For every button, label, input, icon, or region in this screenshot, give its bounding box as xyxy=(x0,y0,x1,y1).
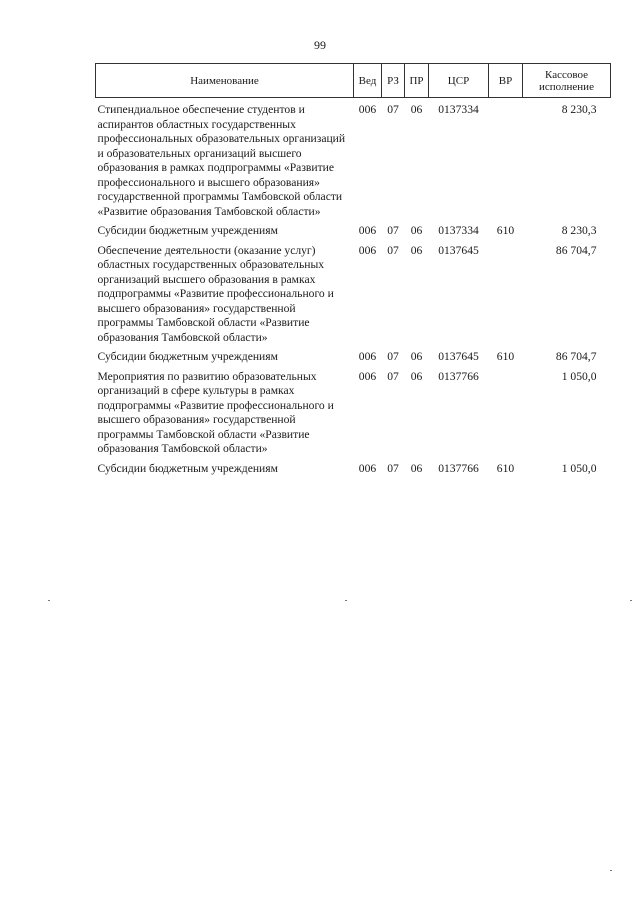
row-rz: 07 xyxy=(387,103,399,116)
row-ved: 006 xyxy=(358,461,377,475)
row-vr: 610 xyxy=(496,350,515,363)
row-amount: 8 230,3 xyxy=(561,103,597,116)
header-ved: Вед xyxy=(354,64,382,98)
row-amount: 1 050,0 xyxy=(561,369,597,383)
row-vr xyxy=(489,239,523,346)
table-row xyxy=(96,219,611,239)
row-name: Обеспечение деятельности (оказание услуг) областных государственных образовательных организаций высшего образования в рамках подпрограммы «Развитие профессионального и высшего образования» государственной программы Тамбовской области «Развитие образования Тамбовской области» xyxy=(97,243,334,344)
table-row xyxy=(96,98,611,220)
row-ved: 006 xyxy=(358,350,377,363)
row-vr: 610 xyxy=(496,224,515,237)
row-csr: 0137334 xyxy=(438,224,479,237)
table-row xyxy=(96,365,611,457)
row-amount: 1 050,0 xyxy=(561,461,597,475)
row-csr: 0137766 xyxy=(438,461,479,475)
row-rz: 07 xyxy=(387,224,399,237)
budget-table xyxy=(95,63,611,476)
row-vr xyxy=(489,365,523,457)
row-pr: 06 xyxy=(410,461,423,475)
row-amount: 86 704,7 xyxy=(555,243,597,257)
row-vr xyxy=(489,98,523,220)
row-csr: 0137334 xyxy=(438,103,479,116)
table-header-row xyxy=(96,64,611,98)
header-rz: РЗ xyxy=(382,64,405,98)
row-rz: 07 xyxy=(387,461,399,475)
header-vr: ВР xyxy=(489,64,523,98)
header-pr: ПР xyxy=(405,64,429,98)
row-csr: 0137645 xyxy=(438,243,479,257)
header-amount: Кассовое исполнение xyxy=(523,64,611,98)
row-rz: 07 xyxy=(387,350,399,363)
row-csr: 0137766 xyxy=(438,369,479,383)
table-row xyxy=(96,239,611,346)
row-ved: 006 xyxy=(358,369,377,383)
row-rz: 07 xyxy=(387,369,399,383)
page-number: 99 xyxy=(314,38,326,52)
row-ved: 006 xyxy=(358,103,377,116)
header-csr: ЦСР xyxy=(429,64,489,98)
row-ved: 006 xyxy=(358,224,377,237)
table-row xyxy=(96,457,611,477)
row-name: Субсидии бюджетным учреждениям xyxy=(97,350,278,363)
row-rz: 07 xyxy=(387,243,399,257)
row-vr: 610 xyxy=(496,461,515,475)
row-csr: 0137645 xyxy=(438,350,479,363)
row-name: Субсидии бюджетным учреждениям xyxy=(97,461,278,475)
row-amount: 86 704,7 xyxy=(555,350,597,363)
row-name: Субсидии бюджетным учреждениям xyxy=(97,224,278,237)
row-pr: 06 xyxy=(410,350,423,363)
row-name: Мероприятия по развитию образовательных организаций в сфере культуры в рамках подпрограммы «Развитие профессионального и высшего образования» государственной программы Тамбовской области «Развитие образования Тамбовской области» xyxy=(97,369,334,455)
row-amount: 8 230,3 xyxy=(561,224,597,237)
row-pr: 06 xyxy=(410,224,423,237)
row-pr: 06 xyxy=(410,369,423,383)
row-pr: 06 xyxy=(410,243,423,257)
table-row xyxy=(96,345,611,365)
row-name: Стипендиальное обеспечение студентов и аспирантов областных государственных профессиональных образовательных организаций и образовательных организаций высшего образования в рамках подпрограммы «Развитие профессионального и высшего образования» государственной программы Тамбовской области «Развитие образования Тамбовской области» xyxy=(97,103,346,218)
row-pr: 06 xyxy=(410,103,423,116)
row-ved: 006 xyxy=(358,243,377,257)
header-name: Наименование xyxy=(96,64,354,98)
